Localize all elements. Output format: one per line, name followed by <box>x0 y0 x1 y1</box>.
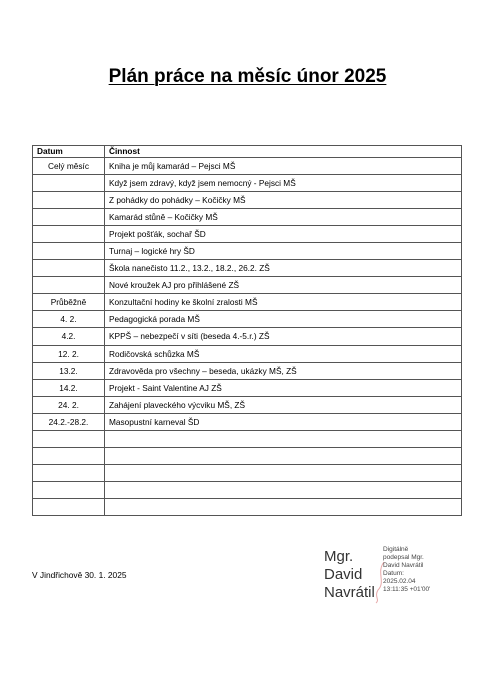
signature-detail-line: David Navrátil <box>383 562 424 569</box>
table-row <box>33 242 462 259</box>
signature-detail-line: podepsal Mgr. <box>383 554 424 561</box>
signature-detail-line: 13:11:35 +01'00' <box>383 586 431 593</box>
table-row <box>33 208 462 225</box>
table-row <box>33 277 462 294</box>
row-date-cell: 4.2. <box>33 328 105 345</box>
row-activity-cell: Nové kroužek AJ pro přihlášené ZŠ <box>105 277 462 294</box>
row-activity-cell: Škola nanečisto 11.2., 13.2., 18.2., 26.2. ZŠ <box>105 260 462 277</box>
row-activity-cell <box>105 448 462 465</box>
table-row <box>33 396 462 413</box>
row-date-cell <box>33 499 105 516</box>
row-date-cell: 4. 2. <box>33 311 105 328</box>
table-row <box>33 448 462 465</box>
row-date-cell <box>33 174 105 191</box>
table-row <box>33 311 462 328</box>
digital-signature <box>320 540 470 610</box>
table-row <box>33 362 462 379</box>
table-row <box>33 345 462 362</box>
table-row <box>33 379 462 396</box>
table-row <box>33 465 462 482</box>
signature-details <box>383 546 471 594</box>
row-date-cell <box>33 448 105 465</box>
table-row <box>33 260 462 277</box>
row-activity-cell: Když jsem zdravý, když jsem nemocný - Pejsci MŠ <box>105 174 462 191</box>
table-row <box>33 174 462 191</box>
row-date-cell: 24. 2. <box>33 396 105 413</box>
table-row <box>33 413 462 430</box>
row-activity-cell <box>105 499 462 516</box>
row-date-cell: 12. 2. <box>33 345 105 362</box>
row-activity-cell: Z pohádky do pohádky – Kočičky MŠ <box>105 191 462 208</box>
row-date-cell <box>33 431 105 448</box>
row-activity-cell: KPPŠ – nebezpečí v síti (beseda 4.-5.r.) ZŠ <box>105 328 462 345</box>
row-activity-cell: Zdravověda pro všechny – beseda, ukázky MŠ, ZŠ <box>105 362 462 379</box>
row-date-cell: Celý měsíc <box>33 157 105 174</box>
column-header-date: Datum <box>33 146 105 158</box>
page-title: Plán práce na měsíc únor 2025 <box>108 66 387 87</box>
row-activity-cell: Kniha je můj kamarád – Pejsci MŠ <box>105 157 462 174</box>
table-row <box>33 328 462 345</box>
row-date-cell <box>33 260 105 277</box>
column-header-activity: Činnost <box>105 146 462 158</box>
row-date-cell: 14.2. <box>33 379 105 396</box>
row-activity-cell: Konzultační hodiny ke školní zralosti MŠ <box>105 294 462 311</box>
row-activity-cell: Zahájení plaveckého výcviku MŠ, ZŠ <box>105 396 462 413</box>
row-date-cell <box>33 277 105 294</box>
signature-name-line: Mgr. <box>324 548 354 565</box>
row-activity-cell: Masopustní karneval ŠD <box>105 413 462 430</box>
signature-name-line: David <box>324 566 363 583</box>
place-and-date: V Jindřichově 30. 1. 2025 <box>32 570 127 580</box>
row-activity-cell: Turnaj – logické hry ŠD <box>105 242 462 259</box>
signature-detail-line: Digitálně <box>383 546 409 553</box>
table-row <box>33 225 462 242</box>
row-date-cell: 24.2.-28.2. <box>33 413 105 430</box>
row-date-cell: 13.2. <box>33 362 105 379</box>
row-activity-cell: Kamarád stůně – Kočičky MŠ <box>105 208 462 225</box>
row-date-cell <box>33 225 105 242</box>
table-row <box>33 499 462 516</box>
row-activity-cell: Projekt pošťák, sochař ŠD <box>105 225 462 242</box>
table-header-row <box>33 146 462 158</box>
row-activity-cell <box>105 482 462 499</box>
row-date-cell <box>33 465 105 482</box>
row-date-cell: Průběžně <box>33 294 105 311</box>
signature-name-line: Navrátil <box>324 584 375 601</box>
row-activity-cell <box>105 465 462 482</box>
row-activity-cell <box>105 431 462 448</box>
table-row <box>33 431 462 448</box>
table-row <box>33 157 462 174</box>
table-row <box>33 191 462 208</box>
table-row <box>33 294 462 311</box>
table-row <box>33 482 462 499</box>
signature-detail-line: Datum: <box>383 570 404 577</box>
row-date-cell <box>33 191 105 208</box>
row-date-cell <box>33 208 105 225</box>
row-date-cell <box>33 482 105 499</box>
plan-table <box>32 145 462 516</box>
row-activity-cell: Pedagogická porada MŠ <box>105 311 462 328</box>
signature-name <box>324 548 375 602</box>
signature-detail-line: 2025.02.04 <box>383 578 416 585</box>
row-date-cell <box>33 242 105 259</box>
row-activity-cell: Rodičovská schůzka MŠ <box>105 345 462 362</box>
plan-table-body <box>33 157 462 516</box>
row-activity-cell: Projekt - Saint Valentine AJ ZŠ <box>105 379 462 396</box>
